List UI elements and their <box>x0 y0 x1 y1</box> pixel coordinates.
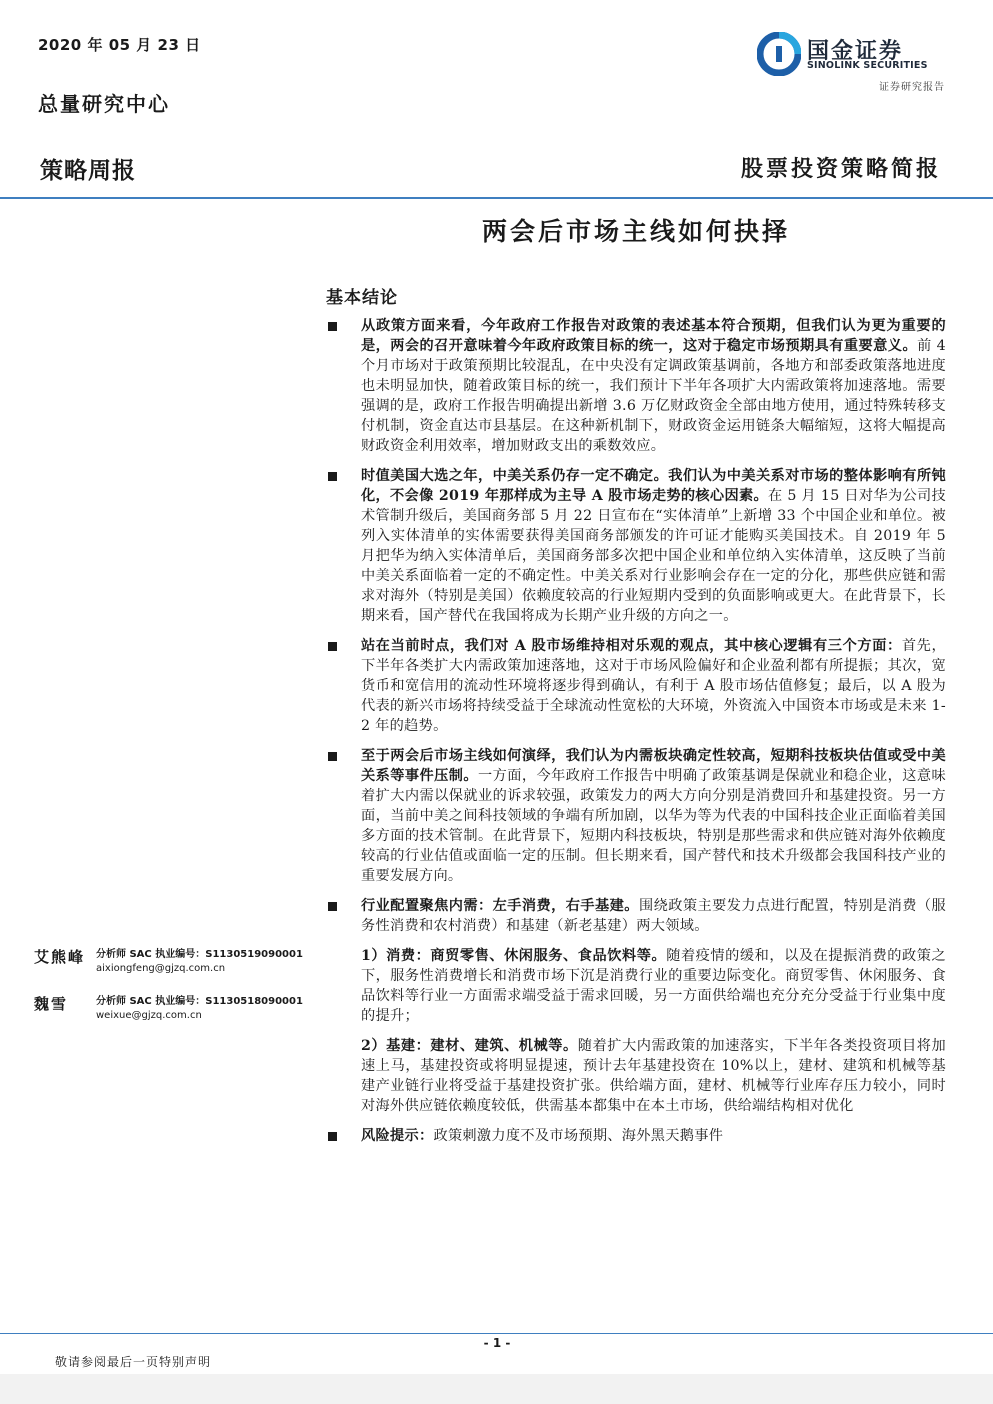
body-text: 一方面，今年政府工作报告中明确了政策基调是保就业和稳企业，这意味着扩大内需以保就业的诉求较强，政策发力的两大方向分别是消费回升和基建投资。另一方面，当前中美之间科技领域的争端有所加剧，以华为等为代表的中国科技企业正面临着美国多方面的技术管制。在此背景下，短期内科技板块，特别是那些需求和供应链对海外依赖度较高的行业估值或面临一定的压制。但长期来看，国产替代和技术升级都会我国科技产业的重要发展方向。 <box>361 768 946 884</box>
key-point: 站在当前时点，我们对 A 股市场维持相对乐观的观点，其中核心逻辑有三个方面： <box>361 638 902 654</box>
company-logo <box>757 30 947 98</box>
section-heading: 基本结论 <box>326 288 398 308</box>
analyst-info <box>96 948 303 976</box>
report-category: 股票投资策略简报 <box>740 156 941 182</box>
sub-paragraph <box>361 946 946 1026</box>
key-point: 至于两会后市场主线如何演绎，我们认为内需板块确定性较高，短期科技板块估值或受中美关系等事件压制。 <box>361 748 946 784</box>
logo-subtitle: 证券研究报告 <box>879 82 945 93</box>
list-item <box>326 466 946 626</box>
body-text: 政策刺激力度不及市场预期、海外黑天鹅事件 <box>433 1128 724 1144</box>
logo-name-cn: 国金证券 <box>807 39 904 64</box>
body-text: 随着疫情的缓和，以及在提振消费的政策之下，服务性消费增长和消费市场下沉是消费行业的重要边际变化。商贸零售、休闲服务、食品饮料等行业一方面需求端受益于需求回暖，另一方面供给端也充分充分受益于行业集中度的提升； <box>361 948 946 1024</box>
page-number: - 1 - <box>483 1336 511 1350</box>
analyst-info <box>96 995 303 1023</box>
square-bullet-icon <box>328 322 337 331</box>
header-divider <box>0 197 993 199</box>
paragraph <box>361 896 946 936</box>
square-bullet-icon <box>328 472 337 481</box>
research-center: 总量研究中心 <box>38 92 170 116</box>
analyst-email-link[interactable]: weixue@gjzq.com.cn <box>96 1010 202 1021</box>
list-item <box>326 316 946 456</box>
logo-name-en: SINOLINK SECURITIES <box>807 60 928 71</box>
key-point: 风险提示： <box>361 1128 434 1144</box>
square-bullet-icon <box>328 1132 337 1141</box>
key-point: 时值美国大选之年，中美关系仍存一定不确定。我们认为中美关系对市场的整体影响有所钝化，不会像 2019 年那样成为主导 A 股市场走势的核心因素。 <box>361 468 946 504</box>
paragraph <box>361 746 946 886</box>
key-point: 从政策方面来看，今年政府工作报告对政策的表述基本符合预期，但我们认为更为重要的是，两会的召开意味着今年政府政策目标的统一，这对于稳定市场预期具有重要意义。 <box>361 318 946 354</box>
body-text: 随着扩大内需政策的加速落实，下半年各类投资项目将加速上马，基建投资或将明显提速，预计去年基建投资在 10%以上，建材、建筑和机械等基建产业链行业将受益于基建投资扩张。供给端方面，建材、机械等行业库存压力较小，同时对海外供应链依赖度较低，供需基本都集中在本土市场，供给端结构相对优化 <box>361 1038 946 1114</box>
body-text: 围绕政策主要发力点进行配置，特别是消费（服务性消费和农村消费）和基建（新老基建）两大领域。 <box>361 898 946 934</box>
analyst-license: 分析师 SAC 执业编号：S1130518090001 <box>96 996 303 1007</box>
conclusions-list <box>326 316 946 1156</box>
bottom-band <box>0 1374 993 1404</box>
report-title: 两会后市场主线如何抉择 <box>481 217 790 246</box>
report-date: 2020 年 05 月 23 日 <box>38 36 201 54</box>
analyst-name: 魏雪 <box>34 995 69 1013</box>
paragraph <box>361 316 946 456</box>
square-bullet-icon <box>328 752 337 761</box>
sub-paragraph <box>361 1036 946 1116</box>
key-point: 1）消费：商贸零售、休闲服务、食品饮料等。 <box>361 948 667 964</box>
list-item <box>326 746 946 886</box>
key-point: 2）基建：建材、建筑、机械等。 <box>361 1038 578 1054</box>
analyst-email-link[interactable]: aixiongfeng@gjzq.com.cn <box>96 963 226 974</box>
sinolink-logo-icon <box>757 32 801 76</box>
report-type: 策略周报 <box>40 158 136 184</box>
list-item <box>326 636 946 736</box>
footer-divider <box>0 1333 993 1334</box>
analyst-license: 分析师 SAC 执业编号：S1130519090001 <box>96 949 303 960</box>
paragraph <box>361 636 946 736</box>
body-text: 前 4 个月市场对于政策预期比较混乱，在中央没有定调政策基调前，各地方和部委政策落地进度也未明显加快，随着政策目标的统一，我们预计下半年各项扩大内需政策将加速落地。需要强调的是，政府工作报告明确提出新增 3.6 万亿财政资金全部由地方使用，通过特殊转移支付机制，资金直达市县基层。在这种新机制下，财政资金运用链条大幅缩短，这将大幅提高财政资金利用效率，增加财政支出的乘数效应。 <box>361 338 947 454</box>
list-item <box>326 1126 946 1146</box>
square-bullet-icon <box>328 902 337 911</box>
body-text: 在 5 月 15 日对华为公司技术管制升级后，美国商务部 5 月 22 日宣布在“实体清单”上新增 33 个中国企业和单位。被列入实体清单的实体需要获得美国商务部颁发的许可证才能购买美国技术。自 2019 年 5 月把华为纳入实体清单后，美国商务部多次把中国企业和单位纳入实体清单，这反映了当前中美关系面临着一定的不确定性。中美关系对行业影响会存在一定的分化，那些供应链和需求对海外（特别是美国）依赖度较高的行业短期内受到的负面影响或更大。在此背景下，长期来看，国产替代在我国将成为长期产业升级的方向之一。 <box>361 488 946 624</box>
paragraph <box>361 1126 946 1146</box>
body-text: 首先，下半年各类扩大内需政策加速落地，这对于市场风险偏好和企业盈利都有所提振；其次，宽货币和宽信用的流动性环境将逐步得到确认，有利于 A 股市场估值修复；最后，以 A 股为代表的新兴市场将持续受益于全球流动性宽松的大环境，外资流入中国资本市场或是未来 1-2 年的趋势。 <box>361 638 946 734</box>
disclaimer-note: 敬请参阅最后一页特别声明 <box>55 1355 212 1369</box>
paragraph <box>361 466 946 626</box>
square-bullet-icon <box>328 642 337 651</box>
key-point: 行业配置聚焦内需：左手消费，右手基建。 <box>361 898 639 914</box>
list-item <box>326 896 946 1116</box>
analyst-name: 艾熊峰 <box>34 948 86 966</box>
